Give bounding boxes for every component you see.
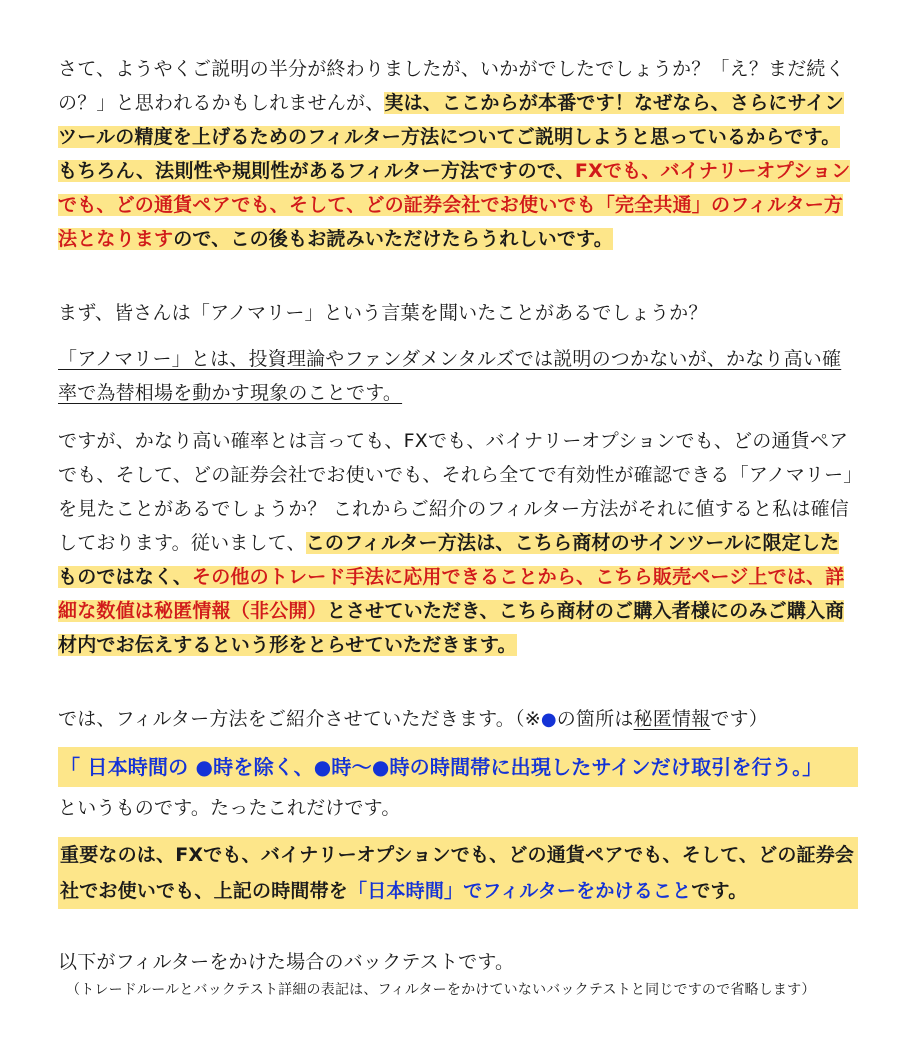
paragraph-filter-intro [58,702,858,737]
intro-highlight-text: 実は、ここからが本番です！なぜなら、さらにサインツールの精度を上げるためのフィルター方法についてご説明しようと思っているからです。もちろん、法則性や規則性があるフィルター方法ですので、 [58,92,844,182]
filter-intro-text-2: の箇所は [556,708,634,730]
important-text-end: です。 [691,880,748,902]
secret-dot-icon: ● [540,709,557,730]
filter-intro-text-3: です） [710,708,768,730]
filter-rule-callout: 「 日本時間の ●時を除く、●時～●時の時間帯に出現したサインだけ取引を行う。」 [58,747,858,787]
paragraph-that-is-all: というものです。たったこれだけです。 [58,797,401,819]
paragraph-important [58,837,858,909]
backtest-note: （トレードルールとバックテスト詳細の表記は、フィルターをかけていないバックテストと同じですので省略します） [66,982,816,998]
paragraph-question: まず、皆さんは「アノマリー」という言葉を聞いたことがあるでしょうか？ [58,302,708,324]
intro-red-text: FXでも、バイナリーオプションでも、どの通貨ペアでも、そして、どの証券会社でお使いでも「完全共通」のフィルター方法となります [58,160,851,250]
secret-info-label: 秘匿情報 [633,708,711,730]
explanation-highlight-end: とさせていただき、こちら商材のご購入者様にのみご購入商材内でお伝えするという形をとらせていただきます。 [58,600,845,656]
paragraph-intro [58,52,858,256]
paragraph-backtest-intro: 以下がフィルターをかけた場合のバックテストです。 [58,951,515,973]
explanation-text: ですが、かなり高い確率とは言っても、FXでも、バイナリーオプションでも、どの通貨ペアでも、そして、どの証券会社でお使いでも、それら全てで有効性が確認できる「アノマリー」を見たことがあるでしょうか？ これからご紹介のフィルター方法がそれに値すると私は確信しております。従いまして、 [58,430,854,554]
paragraph-anomaly-explanation [58,424,858,662]
intro-highlight [58,92,850,250]
intro-text: さて、ようやくご説明の半分が終わりましたが、いかがでしたでしょうか？「え？まだ続くの？」と思われるかもしれませんが、 [58,58,845,114]
explanation-highlight-text: このフィルター方法は、こちら商材のサインツールに限定したものではなく、 [58,532,840,588]
filter-intro-text: では、フィルター方法をご紹介させていただきます。（※ [58,708,541,730]
intro-highlight-end: ので、この後もお読みいただけたらうれしいです。 [173,228,613,250]
anomaly-definition-text: 「アノマリー」とは、投資理論やファンダメンタルズでは説明のつかないが、かなり高い確率で為替相場を動かす現象のことです。 [58,348,842,404]
important-blue-text: 「日本時間」でフィルターをかけること [348,880,692,902]
article-body [58,52,858,999]
explanation-red-text: その他のトレード手法に応用できることから、こちら販売ページ上では、詳細な数値は秘匿情報（非公開） [58,566,845,622]
important-text: 重要なのは、FXでも、バイナリーオプションでも、どの通貨ペアでも、そして、どの証券会社でお使いでも、上記の時間帯を [60,844,855,902]
paragraph-anomaly-definition [58,342,858,410]
